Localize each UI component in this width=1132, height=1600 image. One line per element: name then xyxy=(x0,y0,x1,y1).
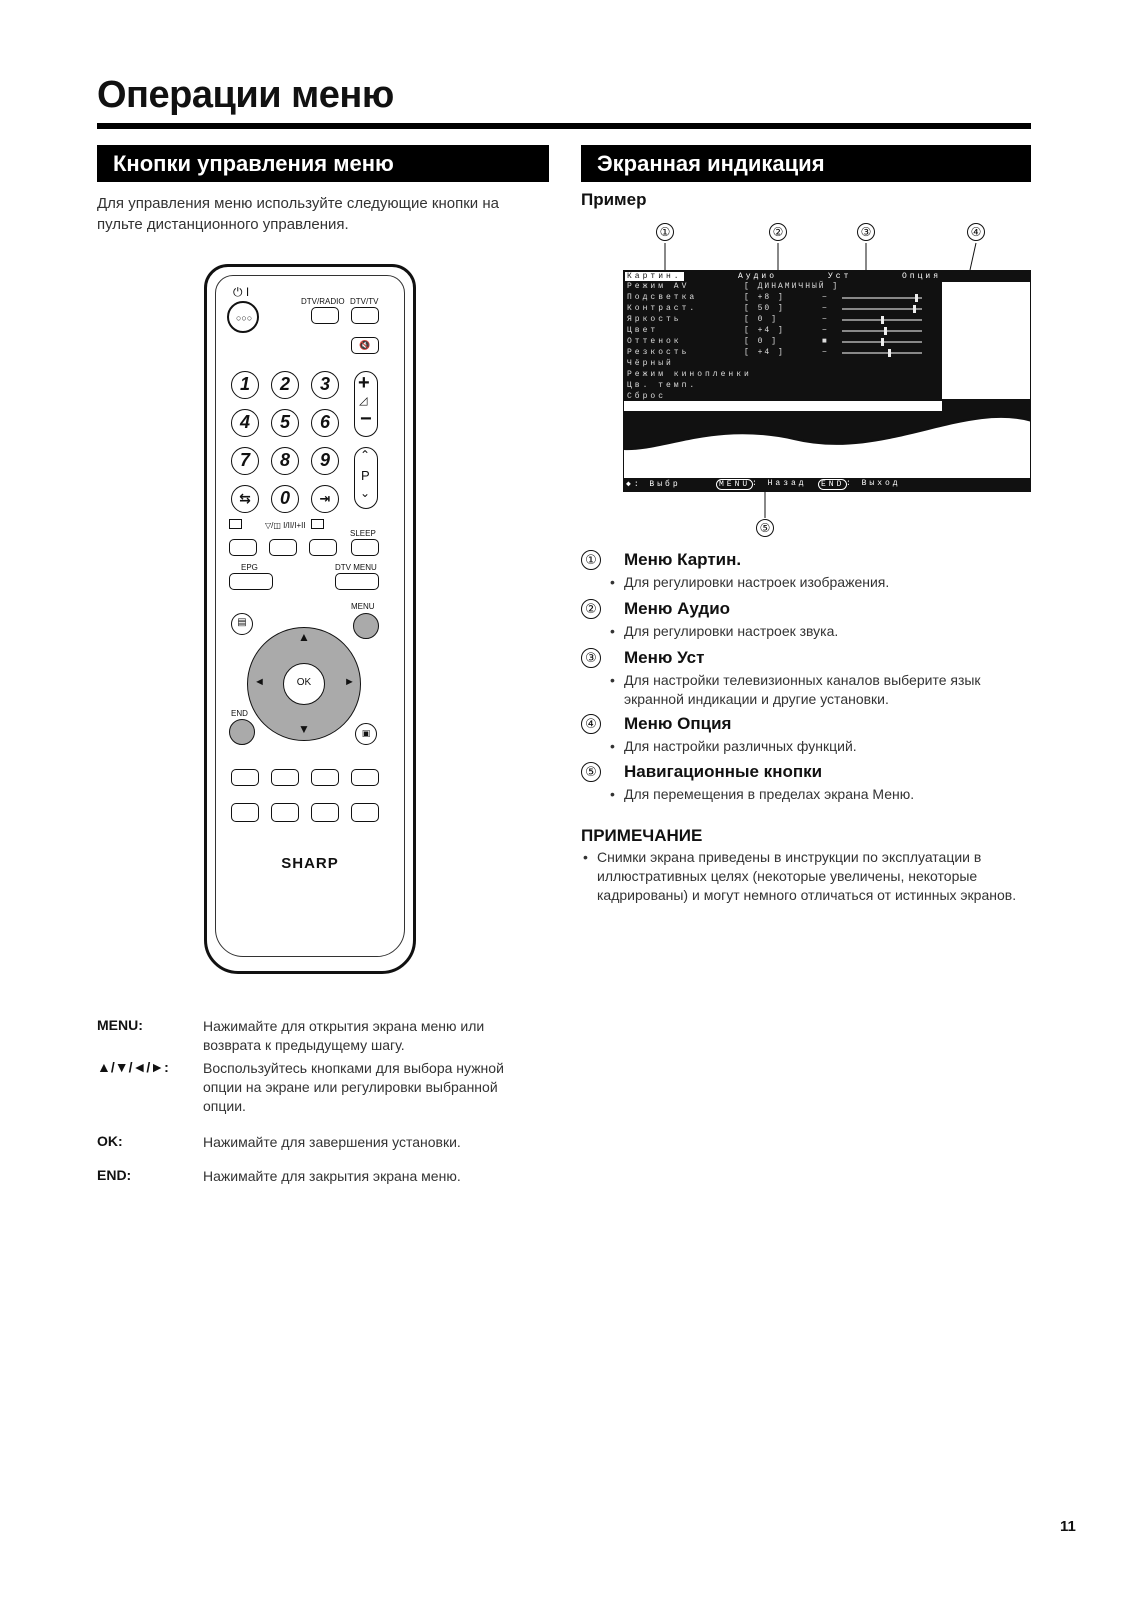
item-number: ④ xyxy=(581,714,601,734)
osd-row-label[interactable]: Чёрный xyxy=(627,359,674,368)
teletext-icon: ▤ xyxy=(237,617,247,628)
osd-screen xyxy=(623,270,1031,492)
osd-row-label[interactable]: Режим кинопленки xyxy=(627,370,752,379)
num-button-8[interactable]: 8 xyxy=(271,447,299,475)
page-number: 11 xyxy=(1060,1518,1076,1535)
power-label: ⏻ I xyxy=(233,285,250,299)
down-arrow-button[interactable]: ▼ xyxy=(298,722,310,736)
section-heading-osd: Экранная индикация xyxy=(581,145,1031,182)
audio-mode-label: ▽/◫ I/II/I+II xyxy=(265,521,306,530)
blue-button[interactable] xyxy=(351,803,379,822)
osd-slider-minus: − xyxy=(822,293,829,302)
item-desc-text: Для регулировки настроек звука. xyxy=(624,623,839,639)
epg-button[interactable] xyxy=(229,573,273,590)
num-button-2[interactable]: 2 xyxy=(271,371,299,399)
item-desc-text: Для перемещения в пределах экрана Меню. xyxy=(624,786,915,802)
osd-slider[interactable] xyxy=(842,341,922,343)
end-label: END xyxy=(231,709,248,718)
key-name: END: xyxy=(97,1167,132,1183)
menu-label: MENU xyxy=(351,602,375,611)
volume-icon: ◿ xyxy=(359,395,368,407)
item-number: ① xyxy=(581,550,601,570)
item-number: ③ xyxy=(581,648,601,668)
osd-footer-end-chip: END xyxy=(818,479,847,490)
left-arrow-button[interactable]: ◄ xyxy=(254,676,265,688)
title-rule xyxy=(97,123,1031,129)
osd-row-value: [ 0 ] xyxy=(744,315,779,324)
osd-row-value: [ ДИНАМИЧНЫЙ ] xyxy=(744,282,840,291)
osd-tab-audio[interactable]: Аудио xyxy=(738,272,778,281)
item-title: Меню Опция xyxy=(624,714,732,733)
item-desc: • Для регулировки настроек звука. xyxy=(610,623,839,639)
mute-button[interactable] xyxy=(351,337,379,354)
brand-logo: SHARP xyxy=(281,855,339,872)
dtv-menu-label: DTV MENU xyxy=(335,563,377,572)
num-button-9[interactable]: 9 xyxy=(311,447,339,475)
osd-footer-menu-chip: MENU xyxy=(716,479,753,490)
osd-row-label[interactable]: Режим AV xyxy=(627,282,690,291)
channel-rocker[interactable] xyxy=(354,447,378,509)
remote-control xyxy=(204,264,416,974)
note-text-content: Снимки экрана приведены в инструкции по эксплуатации в иллюстративных целях (некоторые увеличены, некоторые кадрированы) и могут немного отличаться от истинных экранов. xyxy=(597,849,1017,903)
ok-button[interactable]: OK xyxy=(283,663,325,705)
num-button-7[interactable]: 7 xyxy=(231,447,259,475)
osd-row-value: [ +8 ] xyxy=(744,293,785,302)
text-button[interactable] xyxy=(351,769,379,786)
osd-slider-knob[interactable] xyxy=(888,349,891,357)
key-name: OK: xyxy=(97,1133,123,1149)
osd-row-label[interactable]: Яркость xyxy=(627,315,682,324)
item-desc: • Для перемещения в пределах экрана Меню. xyxy=(610,786,915,802)
dtv-tv-label: DTV/TV xyxy=(350,297,379,306)
item-desc: • Для регулировки настроек изображения. xyxy=(610,574,890,590)
osd-tab-bar xyxy=(624,271,1031,282)
item-number: ② xyxy=(581,599,601,619)
osd-slider-knob[interactable] xyxy=(881,338,884,346)
volume-up-icon: + xyxy=(358,372,370,394)
osd-tab-setup[interactable]: Уст xyxy=(828,272,852,281)
input-icon: ⇥ xyxy=(319,491,331,506)
osd-footer-exit: : Выход xyxy=(846,479,901,488)
audio-mode-button[interactable] xyxy=(269,539,297,556)
item-title: Меню Уст xyxy=(624,648,705,667)
teletext-button[interactable] xyxy=(231,613,253,635)
osd-row-label[interactable]: Оттенок xyxy=(627,337,682,346)
menu-button[interactable] xyxy=(353,613,379,639)
osd-row-label[interactable]: Подсветка xyxy=(627,293,698,302)
item-desc-text: Для регулировки настроек изображения. xyxy=(624,574,890,590)
sleep-label: SLEEP xyxy=(350,529,376,538)
mute-icon: 🔇 xyxy=(359,340,371,350)
osd-slider[interactable] xyxy=(842,319,922,321)
osd-slider-knob[interactable] xyxy=(913,305,916,313)
osd-row-label[interactable]: Цвет xyxy=(627,326,659,335)
item-title: Меню Картин. xyxy=(624,550,742,569)
osd-slider[interactable] xyxy=(842,330,922,332)
hold-button[interactable] xyxy=(271,769,299,786)
example-label: Пример xyxy=(581,190,647,209)
num-button-5[interactable]: 5 xyxy=(271,409,299,437)
osd-slider[interactable] xyxy=(842,308,922,310)
callout-4: ④ xyxy=(967,223,985,241)
up-arrow-button[interactable]: ▲ xyxy=(298,630,310,644)
power-dots-icon: ○○○ xyxy=(236,313,253,323)
num-button-3[interactable]: 3 xyxy=(311,371,339,399)
channel-down-icon: ⌄ xyxy=(360,486,371,500)
freeze-icon xyxy=(311,519,324,529)
osd-tab-picture[interactable]: Картин. xyxy=(627,272,682,281)
osd-slider[interactable] xyxy=(842,352,922,354)
osd-slider-knob[interactable] xyxy=(884,327,887,335)
item-title: Меню Аудио xyxy=(624,599,731,618)
dtv-radio-label: DTV/RADIO xyxy=(301,297,345,306)
yellow-button[interactable] xyxy=(311,803,339,822)
sleep-button[interactable] xyxy=(351,539,379,556)
osd-row-label[interactable]: Сброс xyxy=(627,392,667,401)
red-button[interactable] xyxy=(231,803,259,822)
right-arrow-button[interactable]: ► xyxy=(344,676,355,688)
reveal-button[interactable] xyxy=(231,769,259,786)
callout-5: ⑤ xyxy=(756,519,774,537)
key-desc: Нажимайте для открытия экрана меню или возврата к предыдущему шагу. xyxy=(203,1018,485,1053)
num-button-0[interactable]: 0 xyxy=(271,485,299,513)
dtv-menu-button[interactable] xyxy=(335,573,379,590)
item-desc: • Для настройки различных функций. xyxy=(610,738,857,754)
end-button[interactable] xyxy=(229,719,255,745)
flashback-icon: ⇆ xyxy=(239,490,251,506)
osd-row-label[interactable]: Резкость xyxy=(627,348,690,357)
freeze-button[interactable] xyxy=(309,539,337,556)
osd-row-label[interactable]: Цв. темп. xyxy=(627,381,698,390)
page-title: Операции меню xyxy=(97,74,394,116)
wide-icon xyxy=(229,519,242,529)
osd-footer-select: ◆: Выбр xyxy=(626,480,681,489)
subtitle-button[interactable] xyxy=(311,769,339,786)
osd-slider-minus: − xyxy=(822,304,829,313)
key-desc: Нажимайте для завершения установки. xyxy=(203,1134,461,1150)
callout-1: ① xyxy=(656,223,674,241)
item-title: Навигационные кнопки xyxy=(624,762,823,781)
osd-slider-minus: − xyxy=(822,348,829,357)
osd-footer xyxy=(624,478,1030,491)
osd-slider-minus: − xyxy=(822,315,829,324)
osd-footer-back: : Назад xyxy=(752,479,807,488)
item-desc-text: Для настройки телевизионных каналов выберите язык экранной индикации и другие установки. xyxy=(624,672,981,707)
key-name: MENU: xyxy=(97,1017,143,1033)
subpage-icon: ▣ xyxy=(361,728,371,738)
num-button-4[interactable]: 4 xyxy=(231,409,259,437)
power-button[interactable] xyxy=(227,301,259,333)
osd-row-value: [ +4 ] xyxy=(744,348,785,357)
osd-menu-panel xyxy=(624,282,942,401)
osd-tab-option[interactable]: Опция xyxy=(902,272,942,281)
item-desc-text: Для настройки различных функций. xyxy=(624,738,857,754)
volume-rocker[interactable] xyxy=(354,371,378,437)
dtv-tv-button[interactable] xyxy=(351,307,379,324)
osd-row-value: [ 0 ] xyxy=(744,337,779,346)
epg-label: EPG xyxy=(241,563,258,572)
channel-up-icon: ⌃ xyxy=(360,448,371,462)
note-title: ПРИМЕЧАНИЕ xyxy=(581,826,703,845)
channel-label: P xyxy=(361,468,370,483)
num-button-1[interactable]: 1 xyxy=(231,371,259,399)
osd-row-value: [ +4 ] xyxy=(744,326,785,335)
key-desc: Нажимайте для закрытия экрана меню. xyxy=(203,1168,461,1184)
callout-3: ③ xyxy=(857,223,875,241)
osd-slider-knob[interactable] xyxy=(915,294,918,302)
note-text: • Снимки экрана приведены в инструкции по эксплуатации в иллюстративных целях (некоторые увеличены, некоторые кадрированы) и могут немного отличаться от истинных экранов. xyxy=(583,849,1017,903)
callout-2: ② xyxy=(769,223,787,241)
wide-button[interactable] xyxy=(229,539,257,556)
osd-slider-knob[interactable] xyxy=(881,316,884,324)
section-heading-buttons: Кнопки управления меню xyxy=(97,145,549,182)
osd-row-label[interactable]: Контраст. xyxy=(627,304,698,313)
item-desc: • Для настройки телевизионных каналов выберите язык экранной индикации и другие установки. xyxy=(610,672,981,707)
input-button[interactable] xyxy=(311,485,339,513)
osd-slider[interactable] xyxy=(842,297,922,299)
dtv-radio-button[interactable] xyxy=(311,307,339,324)
osd-row-value: [ 50 ] xyxy=(744,304,785,313)
volume-down-icon: − xyxy=(360,408,372,430)
num-button-6[interactable]: 6 xyxy=(311,409,339,437)
osd-slider-minus: − xyxy=(822,326,829,335)
item-number: ⑤ xyxy=(581,762,601,782)
osd-slider-minus: ■ xyxy=(822,337,829,346)
key-name: ▲/▼/◄/►: xyxy=(97,1059,169,1075)
key-desc: Воспользуйтесь кнопками для выбора нужной опции на экране или регулировки выбранной опции. xyxy=(203,1060,504,1114)
intro-text: Для управления меню используйте следующие кнопки на пульте дистанционного управления. xyxy=(97,195,499,233)
green-button[interactable] xyxy=(271,803,299,822)
subpage-button[interactable] xyxy=(355,723,377,745)
flashback-button[interactable] xyxy=(231,485,259,513)
